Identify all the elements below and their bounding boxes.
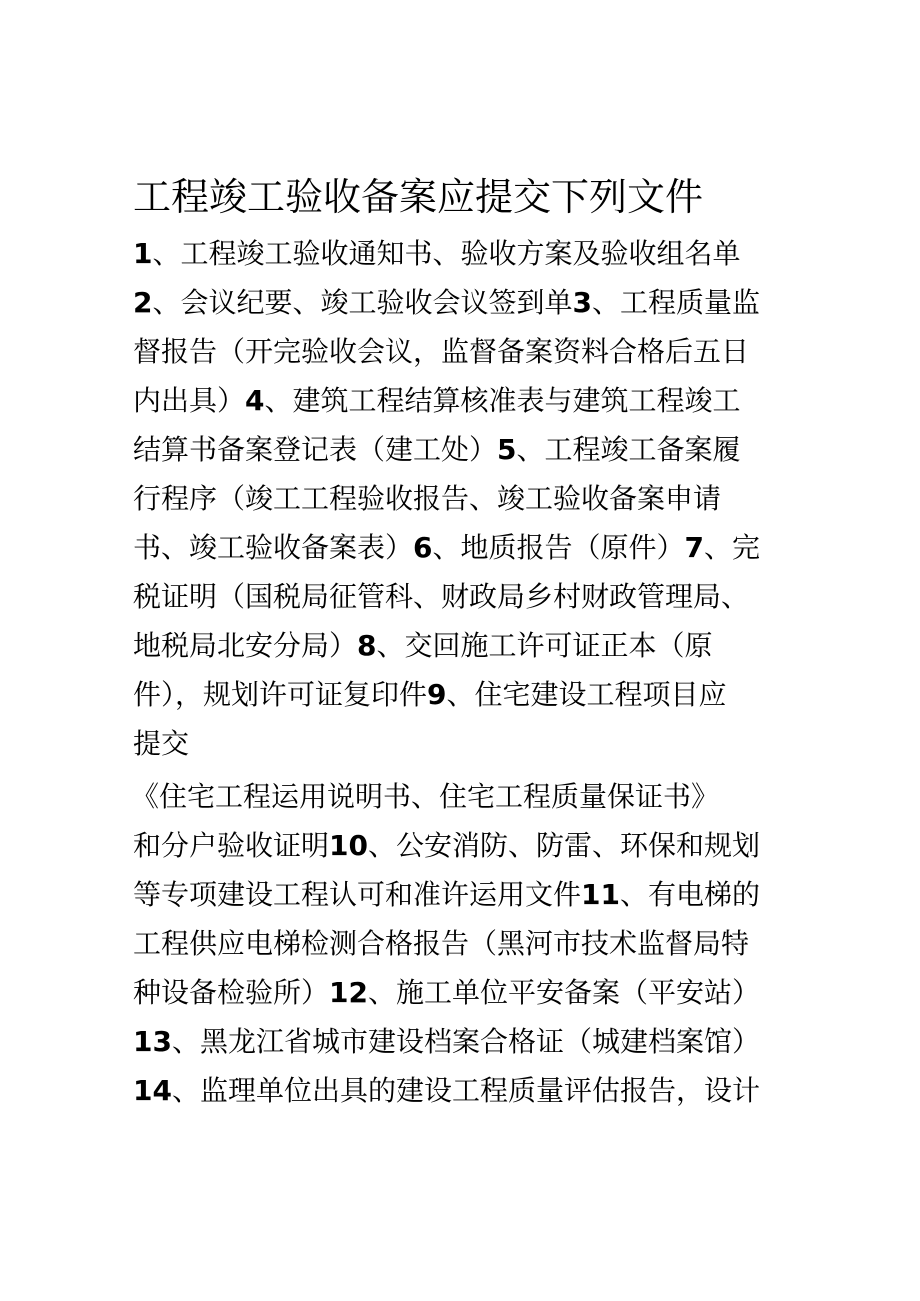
body-line: 13、黑龙江省城市建设档案合格证（城建档案馆） [133, 1025, 760, 1058]
item-number: 6 [413, 531, 433, 564]
body-line: 件），规划许可证复印件9、住宅建设工程项目应 [133, 678, 727, 711]
item-number: 1 [133, 237, 153, 270]
item-number: 7 [684, 531, 704, 564]
body-line: 14、监理单位出具的建设工程质量评估报告，设计 [133, 1074, 760, 1107]
item-number: 8 [357, 629, 377, 662]
item-number: 14 [133, 1074, 172, 1107]
item-number: 11 [581, 878, 620, 911]
body-line: 2、会议纪要、竣工验收会议签到单3、工程质量监 [133, 286, 760, 319]
body-line: 等专项建设工程认可和准许运用文件11、有电梯的 [133, 878, 760, 911]
body-line: 结算书备案登记表（建工处）5、工程竣工备案履 [133, 433, 741, 466]
item-number: 3 [572, 286, 592, 319]
body-line: 行程序（竣工工程验收报告、竣工验收备案申请 [133, 482, 722, 515]
item-number: 9 [427, 678, 447, 711]
item-number: 12 [329, 976, 368, 1009]
body-line: 督报告（开完验收会议，监督备案资料合格后五日 [133, 335, 750, 368]
body-line: 税证明（国税局征管科、财政局乡村财政管理局、 [133, 580, 750, 613]
body-line: 和分户验收证明10、公安消防、防雷、环保和规划 [133, 829, 760, 862]
body-line: 提交 [133, 727, 190, 760]
body-line: 地税局北安分局）8、交回施工许可证正本（原 [133, 629, 713, 662]
body-line: 《住宅工程运用说明书、住宅工程质量保证书》 [131, 780, 720, 813]
item-number: 5 [497, 433, 517, 466]
document-title: 工程竣工验收备案应提交下列文件 [133, 175, 704, 219]
body-line: 1、工程竣工验收通知书、验收方案及验收组名单 [133, 237, 741, 270]
body-line: 种设备检验所）12、施工单位平安备案（平安站） [133, 976, 760, 1009]
body-line: 书、竣工验收备案表）6、地质报告（原件）7、完 [133, 531, 761, 564]
item-number: 13 [133, 1025, 172, 1058]
item-number: 4 [245, 384, 265, 417]
body-line: 工程供应电梯检测合格报告（黑河市技术监督局特 [133, 927, 750, 960]
item-number: 2 [133, 286, 153, 319]
body-line: 内出具）4、建筑工程结算核准表与建筑工程竣工 [133, 384, 741, 417]
item-number: 10 [329, 829, 368, 862]
